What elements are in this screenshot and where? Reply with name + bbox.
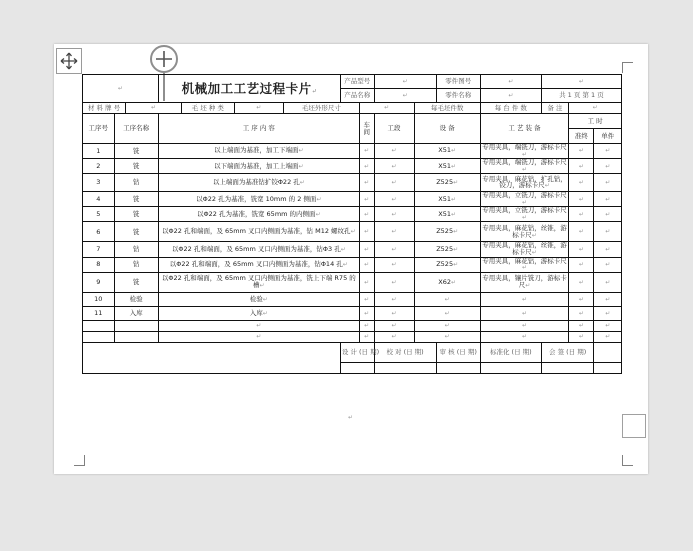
operation-row bbox=[83, 272, 622, 292]
blank-type-value[interactable]: ↵ bbox=[234, 103, 283, 114]
equipment-cell[interactable]: X51↵ bbox=[414, 207, 480, 222]
unit-hours-cell[interactable]: ↵ bbox=[594, 144, 622, 159]
material-grade-label: 材 料 牌 号 bbox=[83, 103, 126, 114]
section-cell[interactable]: ↵ bbox=[374, 306, 414, 320]
paragraph-mark: ↵ bbox=[348, 414, 354, 421]
part-drawing-no-extra[interactable]: ↵ bbox=[541, 75, 621, 89]
unit-hours-cell[interactable]: ↵ bbox=[594, 272, 622, 292]
section-cell[interactable]: ↵ bbox=[374, 192, 414, 207]
op-name-cell[interactable]: 铣 bbox=[114, 207, 158, 222]
tooling-cell[interactable]: 专用夹具，麻花钻，游标卡尺↵ bbox=[482, 256, 567, 272]
operation-row bbox=[83, 306, 622, 320]
blank-row: ↵ ↵ ↵ ↵ ↵ ↵ ↵ bbox=[83, 331, 622, 342]
unit-hours-header: 单件 bbox=[594, 129, 622, 144]
op-no-cell[interactable]: 6 bbox=[83, 222, 115, 242]
workshop-cell[interactable]: ↵ bbox=[359, 222, 374, 242]
op-no-cell[interactable]: 2 bbox=[83, 159, 115, 174]
tooling-cell[interactable]: 专用夹具，立铣刀，游标卡尺↵ bbox=[482, 191, 567, 207]
op-no-cell[interactable]: 11 bbox=[83, 306, 115, 320]
operation-row bbox=[83, 292, 622, 306]
operation-row bbox=[83, 174, 622, 192]
operation-row bbox=[83, 257, 622, 272]
equipment-cell[interactable]: X51↵ bbox=[414, 159, 480, 174]
unit-hours-cell[interactable]: ↵ bbox=[594, 292, 622, 306]
sign-label: 会 签 (日 期) bbox=[541, 342, 594, 362]
prep-hours-cell[interactable]: ↵ bbox=[569, 222, 594, 242]
op-name-cell[interactable]: 钻 bbox=[114, 242, 158, 257]
prep-hours-cell[interactable]: ↵ bbox=[569, 174, 594, 192]
op-content-cell[interactable]: 以Φ22 孔和端面，及 65mm 叉口内侧面为基准，钻Φ14 孔↵ bbox=[158, 257, 359, 272]
op-no-cell[interactable]: 1 bbox=[83, 144, 115, 159]
operation-row bbox=[83, 222, 622, 242]
operation-row bbox=[83, 159, 622, 174]
product-model-value[interactable]: ↵ bbox=[374, 75, 436, 89]
prep-hours-cell[interactable]: ↵ bbox=[569, 272, 594, 292]
header-blank-left[interactable]: ↵ bbox=[83, 75, 159, 103]
tooling-cell[interactable]: 专用夹具，镶片铣刀，游标卡尺↵ bbox=[480, 272, 568, 292]
workshop-cell[interactable]: ↵ bbox=[359, 207, 374, 222]
table-move-handle[interactable] bbox=[56, 48, 82, 74]
margin-corner-top-right bbox=[622, 62, 633, 73]
op-name-cell[interactable]: 铣 bbox=[114, 222, 158, 242]
prep-hours-cell[interactable]: ↵ bbox=[569, 292, 594, 306]
prep-hours-cell[interactable]: ↵ bbox=[569, 257, 594, 272]
part-name-value[interactable]: ↵ bbox=[480, 89, 541, 103]
op-name-cell[interactable]: 铣 bbox=[114, 272, 158, 292]
product-name-value[interactable]: ↵ bbox=[374, 89, 436, 103]
op-name-cell[interactable]: 钻 bbox=[114, 257, 158, 272]
workshop-cell[interactable]: ↵ bbox=[359, 174, 374, 192]
op-name-header: 工序名称 bbox=[114, 114, 158, 144]
op-no-cell[interactable]: 3 bbox=[83, 174, 115, 192]
section-cell[interactable]: ↵ bbox=[374, 272, 414, 292]
workshop-cell[interactable]: ↵ bbox=[359, 192, 374, 207]
section-cell[interactable]: ↵ bbox=[374, 144, 414, 159]
equipment-cell[interactable]: ↵ bbox=[414, 292, 480, 306]
tooling-cell[interactable]: 专用夹具，端铣刀，游标卡尺↵ bbox=[482, 143, 567, 158]
operation-row bbox=[83, 144, 622, 159]
workshop-cell[interactable]: ↵ bbox=[359, 242, 374, 257]
op-no-cell[interactable]: 8 bbox=[83, 257, 115, 272]
op-name-cell[interactable]: 检验 bbox=[114, 292, 158, 306]
prep-hours-cell[interactable]: ↵ bbox=[569, 144, 594, 159]
op-content-cell[interactable]: 以Φ22 孔为基准，铣宽 65mm 的内侧面↵ bbox=[158, 207, 359, 222]
op-no-cell[interactable]: 7 bbox=[83, 242, 115, 257]
workshop-header: 车间 bbox=[359, 114, 374, 144]
op-no-cell[interactable]: 4 bbox=[83, 192, 115, 207]
op-name-cell[interactable]: 钻 bbox=[114, 174, 158, 192]
unit-hours-cell[interactable]: ↵ bbox=[594, 159, 622, 174]
tooling-cell[interactable]: 专用夹具，端铣刀，游标卡尺↵ bbox=[482, 158, 567, 173]
section-cell[interactable]: ↵ bbox=[374, 222, 414, 242]
prep-hours-cell[interactable]: ↵ bbox=[569, 207, 594, 222]
workshop-cell[interactable]: ↵ bbox=[359, 306, 374, 320]
section-cell[interactable]: ↵ bbox=[374, 257, 414, 272]
plus-circle-icon bbox=[154, 49, 174, 69]
section-cell[interactable]: ↵ bbox=[374, 174, 414, 192]
process-card-table[interactable] bbox=[82, 74, 622, 374]
op-content-cell[interactable]: 入库↵ bbox=[158, 306, 359, 320]
workshop-cell[interactable]: ↵ bbox=[359, 144, 374, 159]
prep-hours-cell[interactable]: ↵ bbox=[569, 159, 594, 174]
workshop-cell[interactable]: ↵ bbox=[359, 159, 374, 174]
equipment-cell[interactable]: Z525↵ bbox=[414, 222, 480, 242]
op-content-cell[interactable]: 以Φ22 孔为基准，铣宽 10mm 的 2 侧面↵ bbox=[158, 192, 359, 207]
op-content-cell[interactable]: 以Φ22 孔和端面，及 65mm 叉口内侧面为基准，铣上下端 R75 的槽↵ bbox=[158, 272, 359, 292]
op-name-cell[interactable]: 铣 bbox=[114, 159, 158, 174]
design-label: 设 计 (日 期) bbox=[340, 342, 374, 362]
unit-hours-cell[interactable]: ↵ bbox=[594, 174, 622, 192]
equipment-cell[interactable]: X51↵ bbox=[414, 192, 480, 207]
revision-blank-area[interactable] bbox=[83, 342, 341, 373]
workshop-cell[interactable]: ↵ bbox=[359, 272, 374, 292]
standard-label: 标准化 (日 期) bbox=[480, 342, 541, 362]
blank-row: ↵ ↵ ↵ ↵ ↵ ↵ ↵ bbox=[83, 320, 622, 331]
equipment-cell[interactable]: Z525↵ bbox=[414, 174, 480, 192]
product-model-label: 产品型号 bbox=[340, 75, 374, 89]
blank-size-label: 毛坯外形尺寸 bbox=[283, 103, 359, 114]
op-no-cell[interactable]: 10 bbox=[83, 292, 115, 306]
equipment-cell[interactable]: ↵ bbox=[414, 306, 480, 320]
material-grade-value[interactable]: ↵ bbox=[126, 103, 182, 114]
op-content-cell[interactable]: 以上端面为基准钻扩铰Φ22 孔↵ bbox=[158, 174, 359, 192]
product-name-label: 产品名称 bbox=[340, 89, 374, 103]
op-content-cell[interactable]: 以下端面为基准，加工上端面↵ bbox=[158, 159, 359, 174]
insert-column-button[interactable] bbox=[150, 45, 178, 73]
part-drawing-no-label: 零件图号 bbox=[436, 75, 480, 89]
op-no-cell[interactable]: 5 bbox=[83, 207, 115, 222]
op-no-header: 工序号 bbox=[83, 114, 115, 144]
hours-header: 工 时 bbox=[569, 114, 622, 129]
operation-row bbox=[83, 207, 622, 222]
op-name-cell[interactable]: 铣 bbox=[114, 144, 158, 159]
prep-hours-cell[interactable]: ↵ bbox=[569, 192, 594, 207]
section-cell[interactable]: ↵ bbox=[374, 242, 414, 257]
section-header: 工段 bbox=[374, 114, 414, 144]
operation-row bbox=[83, 242, 622, 257]
blanks-per-piece-label: 每毛坯件数 bbox=[414, 103, 480, 114]
section-cell[interactable]: ↵ bbox=[374, 159, 414, 174]
unit-hours-cell[interactable]: ↵ bbox=[594, 222, 622, 242]
prep-hours-header: 准终 bbox=[569, 129, 594, 144]
part-name-label: 零件名称 bbox=[436, 89, 480, 103]
workshop-cell[interactable]: ↵ bbox=[359, 292, 374, 306]
pieces-per-unit-label: 每 台 件 数 bbox=[480, 103, 541, 114]
operation-row bbox=[83, 192, 622, 207]
page-counter: 共 1 页 第 1 页 bbox=[541, 89, 621, 103]
section-cell[interactable]: ↵ bbox=[374, 292, 414, 306]
op-content-cell[interactable]: 以上端面为基准，加工下端面↵ bbox=[158, 144, 359, 159]
op-name-cell[interactable]: 入库 bbox=[114, 306, 158, 320]
tooling-header: 工 艺 装 备 bbox=[480, 114, 568, 144]
tooling-cell[interactable]: 专用夹具，麻花钻，丝锥，游标卡尺↵ bbox=[482, 241, 567, 257]
card-title: 机械加工工艺过程卡片↵ bbox=[158, 75, 340, 103]
move-arrows-icon bbox=[60, 52, 78, 70]
tooling-cell[interactable]: 专用夹具，麻花钻，丝锥，游标卡尺↵ bbox=[480, 222, 568, 242]
audit-label: 审 核 (日 期) bbox=[436, 342, 480, 362]
equipment-cell[interactable]: Z525↵ bbox=[414, 242, 480, 257]
table-resize-handle[interactable] bbox=[622, 414, 646, 438]
section-cell[interactable]: ↵ bbox=[374, 207, 414, 222]
remarks-value[interactable]: ↵ bbox=[569, 103, 622, 114]
equipment-cell[interactable]: Z525↵ bbox=[414, 257, 480, 272]
op-name-cell[interactable]: 铣 bbox=[114, 192, 158, 207]
op-content-cell[interactable]: 以Φ22 孔和端面，及 65mm 叉口内侧面为基准，钻Φ3 孔↵ bbox=[158, 242, 359, 257]
unit-hours-cell[interactable]: ↵ bbox=[594, 242, 622, 257]
op-content-cell[interactable]: 检验↵ bbox=[158, 292, 359, 306]
unit-hours-cell[interactable]: ↵ bbox=[594, 192, 622, 207]
unit-hours-cell[interactable]: ↵ bbox=[594, 257, 622, 272]
op-content-cell[interactable]: 以Φ22 孔和端面，及 65mm 叉口内侧面为基准，钻 M12 螺纹孔↵ bbox=[158, 222, 359, 242]
blank-size-value[interactable]: ↵ bbox=[359, 103, 414, 114]
equipment-cell[interactable]: X62↵ bbox=[414, 272, 480, 292]
blank-type-label: 毛 坯 种 类 bbox=[181, 103, 234, 114]
op-no-cell[interactable]: 9 bbox=[83, 272, 115, 292]
review-label: 校 对 (日 期) bbox=[374, 342, 436, 362]
tooling-cell[interactable]: ↵ bbox=[480, 292, 568, 306]
unit-hours-cell[interactable]: ↵ bbox=[594, 306, 622, 320]
margin-corner-bottom-right bbox=[622, 455, 633, 466]
equipment-cell[interactable]: X51↵ bbox=[414, 144, 480, 159]
tooling-cell[interactable]: 专用夹具，麻花钻，扩孔钻，铰刀，游标卡尺↵ bbox=[480, 174, 568, 192]
remarks-label: 备 注 bbox=[541, 103, 568, 114]
part-drawing-no-value[interactable]: ↵ bbox=[480, 75, 541, 89]
prep-hours-cell[interactable]: ↵ bbox=[569, 306, 594, 320]
tooling-cell[interactable]: 专用夹具，立铣刀，游标卡尺↵ bbox=[482, 206, 567, 222]
equipment-header: 设 备 bbox=[414, 114, 480, 144]
tooling-cell[interactable]: ↵ bbox=[480, 306, 568, 320]
margin-corner-bottom-left bbox=[74, 455, 85, 466]
workshop-cell[interactable]: ↵ bbox=[359, 257, 374, 272]
op-content-header: 工 序 内 容 bbox=[158, 114, 359, 144]
prep-hours-cell[interactable]: ↵ bbox=[569, 242, 594, 257]
unit-hours-cell[interactable]: ↵ bbox=[594, 207, 622, 222]
